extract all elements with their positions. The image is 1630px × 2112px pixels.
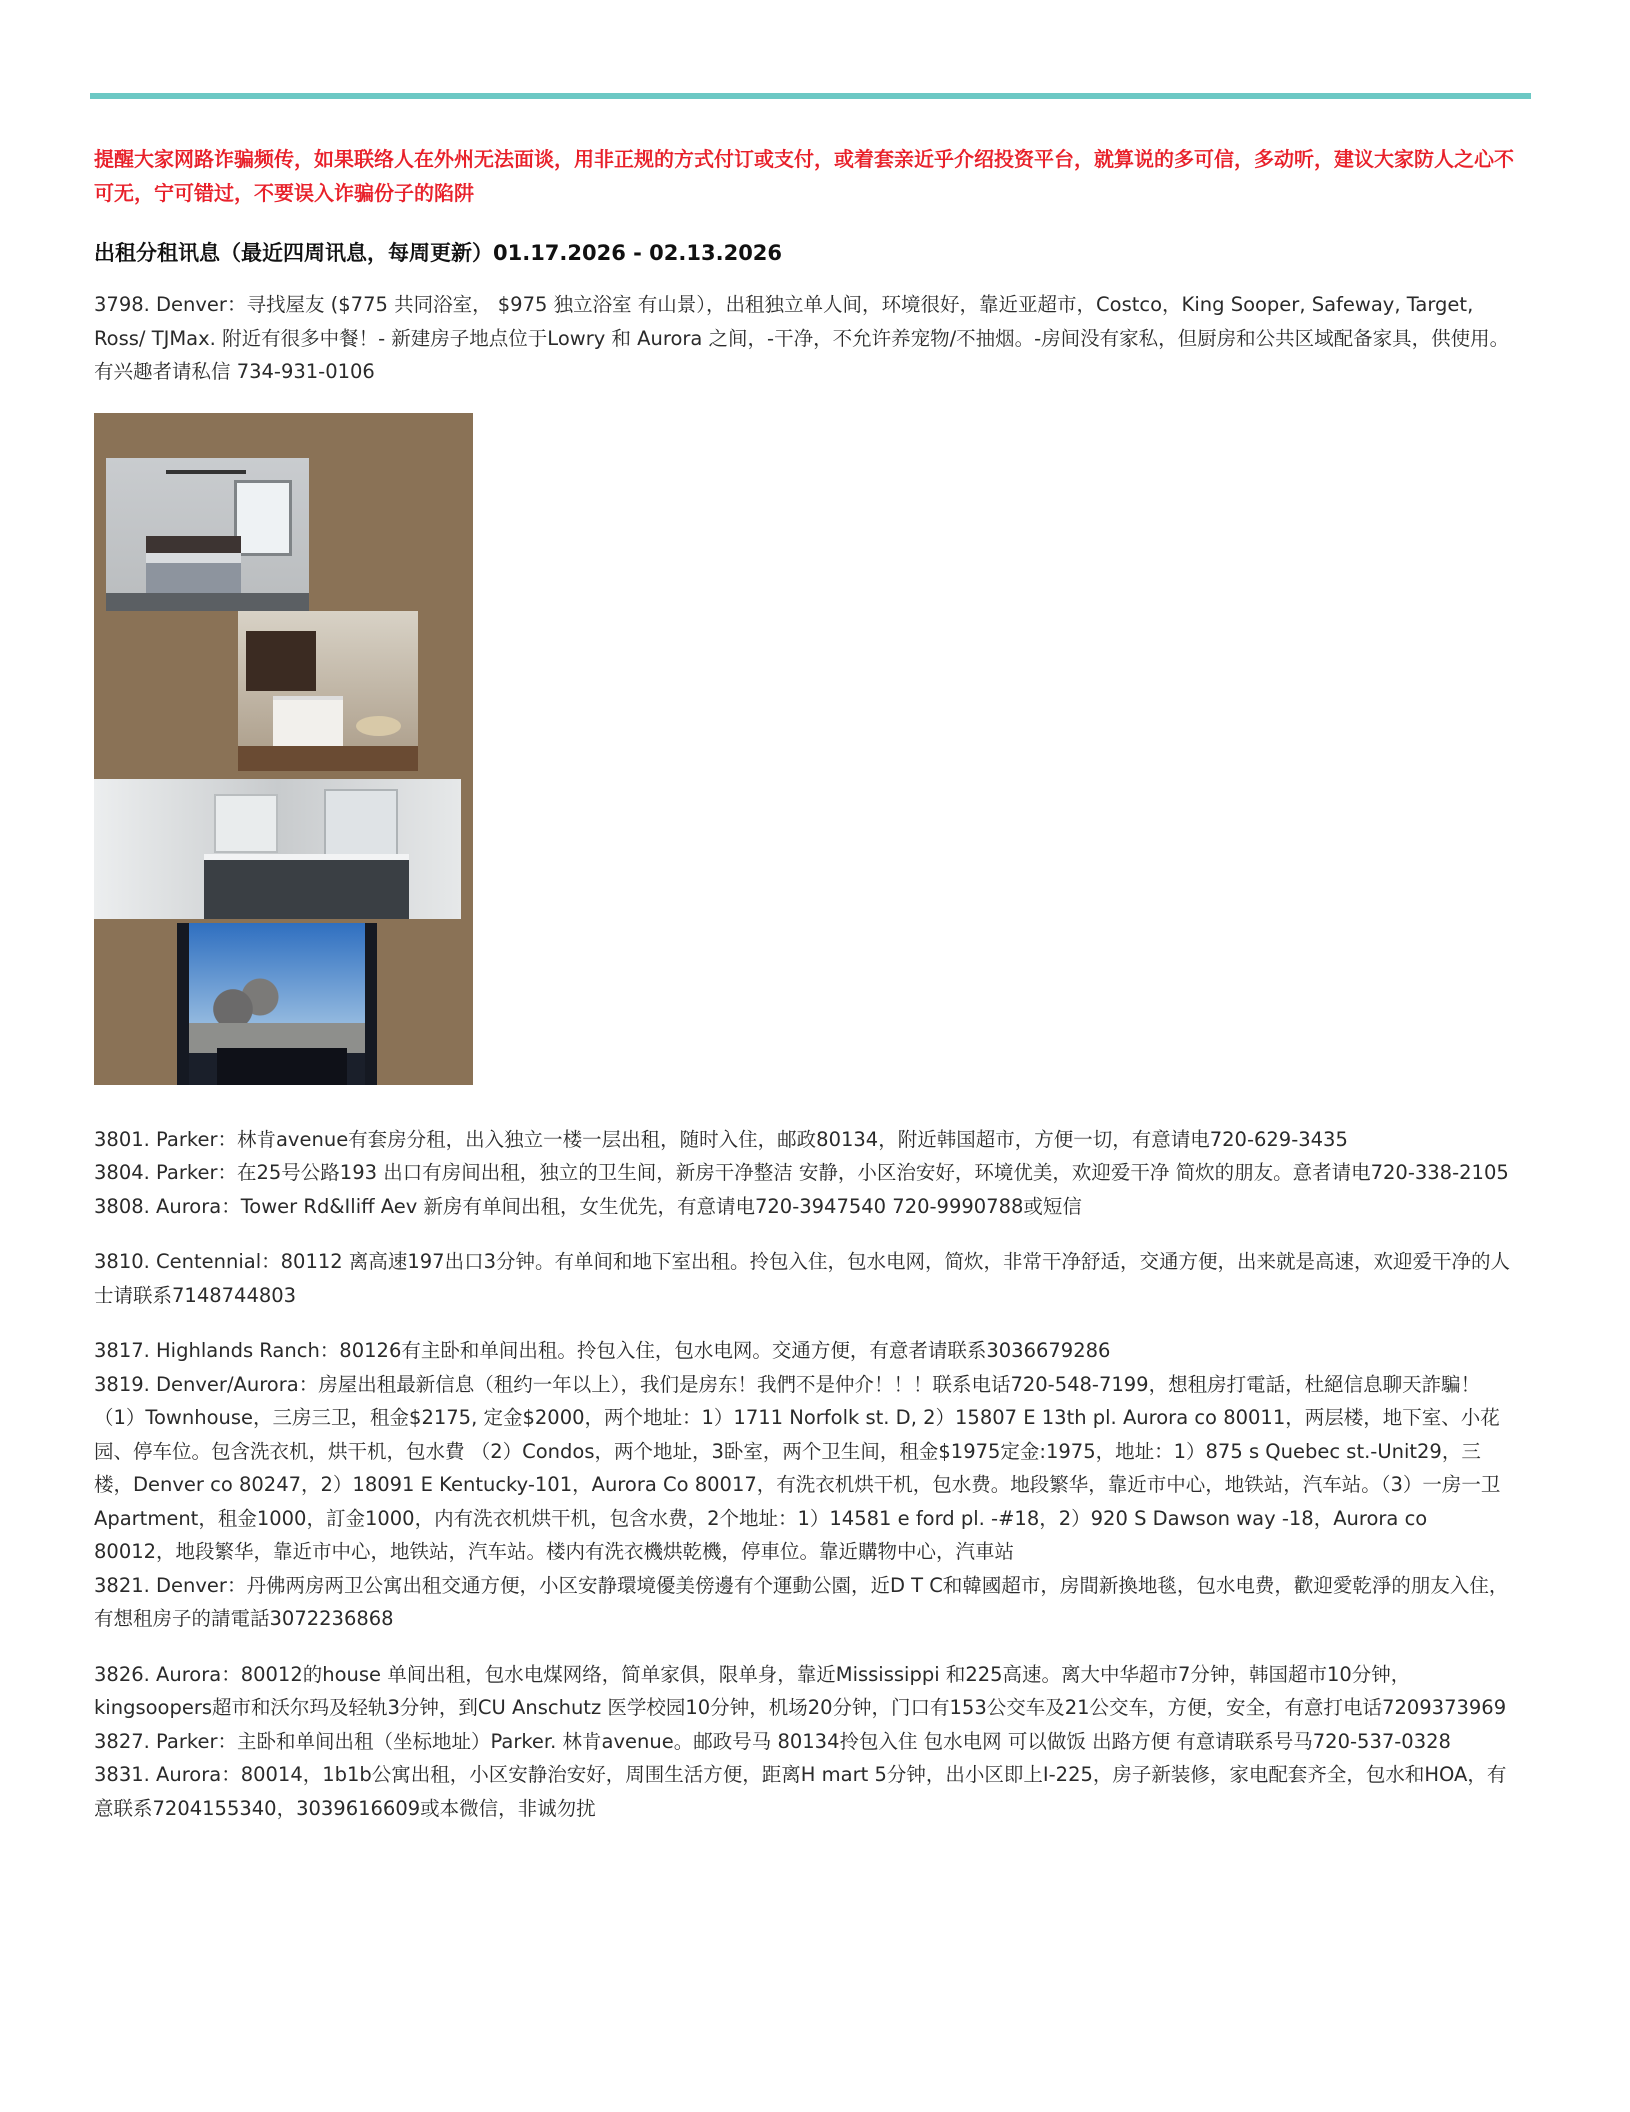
window-view-photo — [177, 923, 377, 1085]
listing-3798: 3798. Denver：寻找屋友 ($775 共同浴室， $975 独立浴室 有山景），出租独立单人间，环境很好，靠近亚超市，Costco，King Sooper, Safeway, Target, Ross/ TJMax. 附近有很多中餐！- 新建房子地点位于Lowry 和 Aurora 之间，-干净，不允许养宠物/不抽烟。-房间没有家私，但厨房和公共区域配备家具，供使用。有兴趣者请私信 734-931-0106 — [94, 293, 1510, 383]
listing-3831: 3831. Aurora：80014，1b1b公寓出租，小区安静治安好，周围生活方便，距离H mart 5分钟，出小区即上I-225，房子新装修，家电配套齐全，包水和HOA，有意联系7204155340，3039616609或本微信，非诚勿扰 — [94, 1763, 1507, 1820]
listing-3810: 3810. Centennial：80112 离高速197出口3分钟。有单间和地下室出租。拎包入住，包水电网，简炊，非常干净舒适，交通方便，出来就是高速，欢迎爱干净的人士请联系7148744803 — [94, 1250, 1510, 1307]
top-divider — [90, 93, 1531, 99]
listing-photo-collage — [94, 413, 473, 1085]
listing-3826: 3826. Aurora：80012的house 单间出租，包水电煤网络，简单家俱，限单身，靠近Mississippi 和225高速。离大中华超市7分钟，韩国超市10分钟，kingsoopers超市和沃尔玛及轻轨3分钟，到CU Anschutz 医学校园10分钟，机场20分钟，门口有153公交车及21公交车，方便，安全，有意打电话7209373969 — [94, 1662, 1507, 1719]
listing-3827: 3827. Parker：主卧和单间出租（坐标地址）Parker. 林肯avenue。邮政号马 80134拎包入住 包水电网 可以做饭 出路方便 有意请联系号马720-537-0328 — [94, 1729, 1451, 1753]
scam-warning: 提醒大家网路诈骗频传，如果联络人在外州无法面谈，用非正规的方式付订或支付，或着套亲近乎介绍投资平台，就算说的多可信，多动听，建议大家防人之心不可无，宁可错过，不要误入诈骗份子的陷阱 — [94, 147, 1514, 205]
listing-3801: 3801. Parker：林肯avenue有套房分租，出入独立一楼一层出租，随时入住，邮政80134，附近韩国超市，方便一切，有意请电720-629-3435 — [94, 1127, 1348, 1151]
listing-3804: 3804. Parker：在25号公路193 出口有房间出租，独立的卫生间，新房干净整洁 安静，小区治安好，环境优美，欢迎爱干净 简炊的朋友。意者请电720-338-2105 — [94, 1161, 1509, 1184]
listing-3819: 3819. Denver/Aurora：房屋出租最新信息（租约一年以上），我们是房东！我們不是仲介！！！联系电话720-548-7199，想租房打電話，杜絕信息聊天詐騙！（1）Townhouse，三房三卫，租金$2175, 定金$2000，两个地址：1）1711 Norfolk st. D, 2）15807 E 13th pl. Aurora co 80011，两层楼，地下室、小花园、停车位。包含洗衣机，烘干机，包水費 （2）Condos，两个地址，3卧室，两个卫生间，租金$1975定金:1975，地址：1）875 s Quebec st.-Unit29，三楼，Denver co 80247，2）18091 E Kentucky-101，Aurora Co 80017，有洗衣机烘干机，包水费。地段繁华，靠近市中心，地铁站，汽车站。（3）一房一卫Apartment，租金1000，訂金1000，内有洗衣机烘干机，包含水费，2个地址：1）14581 e ford pl. -#18，2）920 S Dawson way -18，Aurora co 80012，地段繁华，靠近市中心，地铁站，汽车站。楼内有洗衣機烘乾機，停車位。靠近購物中心，汽車站 — [94, 1372, 1501, 1563]
section-title: 出租分租讯息（最近四周讯息，每周更新）01.17.2026 - 02.13.2026 — [94, 241, 783, 265]
kitchen-photo — [238, 611, 418, 771]
listing-3808: 3808. Aurora：Tower Rd&Iliff Aev 新房有单间出租，女生优先，有意请电720-3947540 720-9990788或短信 — [94, 1194, 1082, 1218]
listing-3817: 3817. Highlands Ranch：80126有主卧和单间出租。拎包入住，包水电网。交通方便，有意者请联系3036679286 — [94, 1339, 1111, 1362]
listing-3821: 3821. Denver：丹佛两房两卫公寓出租交通方便，小区安静環境優美傍邊有个運動公園，近D T C和韓國超市，房間新換地毯，包水电费，歡迎愛乾淨的朋友入住，有想租房子的請電話3072236868 — [94, 1573, 1509, 1630]
content — [94, 142, 1514, 1825]
bathroom-photo — [94, 779, 461, 919]
bedroom-photo — [106, 458, 309, 611]
